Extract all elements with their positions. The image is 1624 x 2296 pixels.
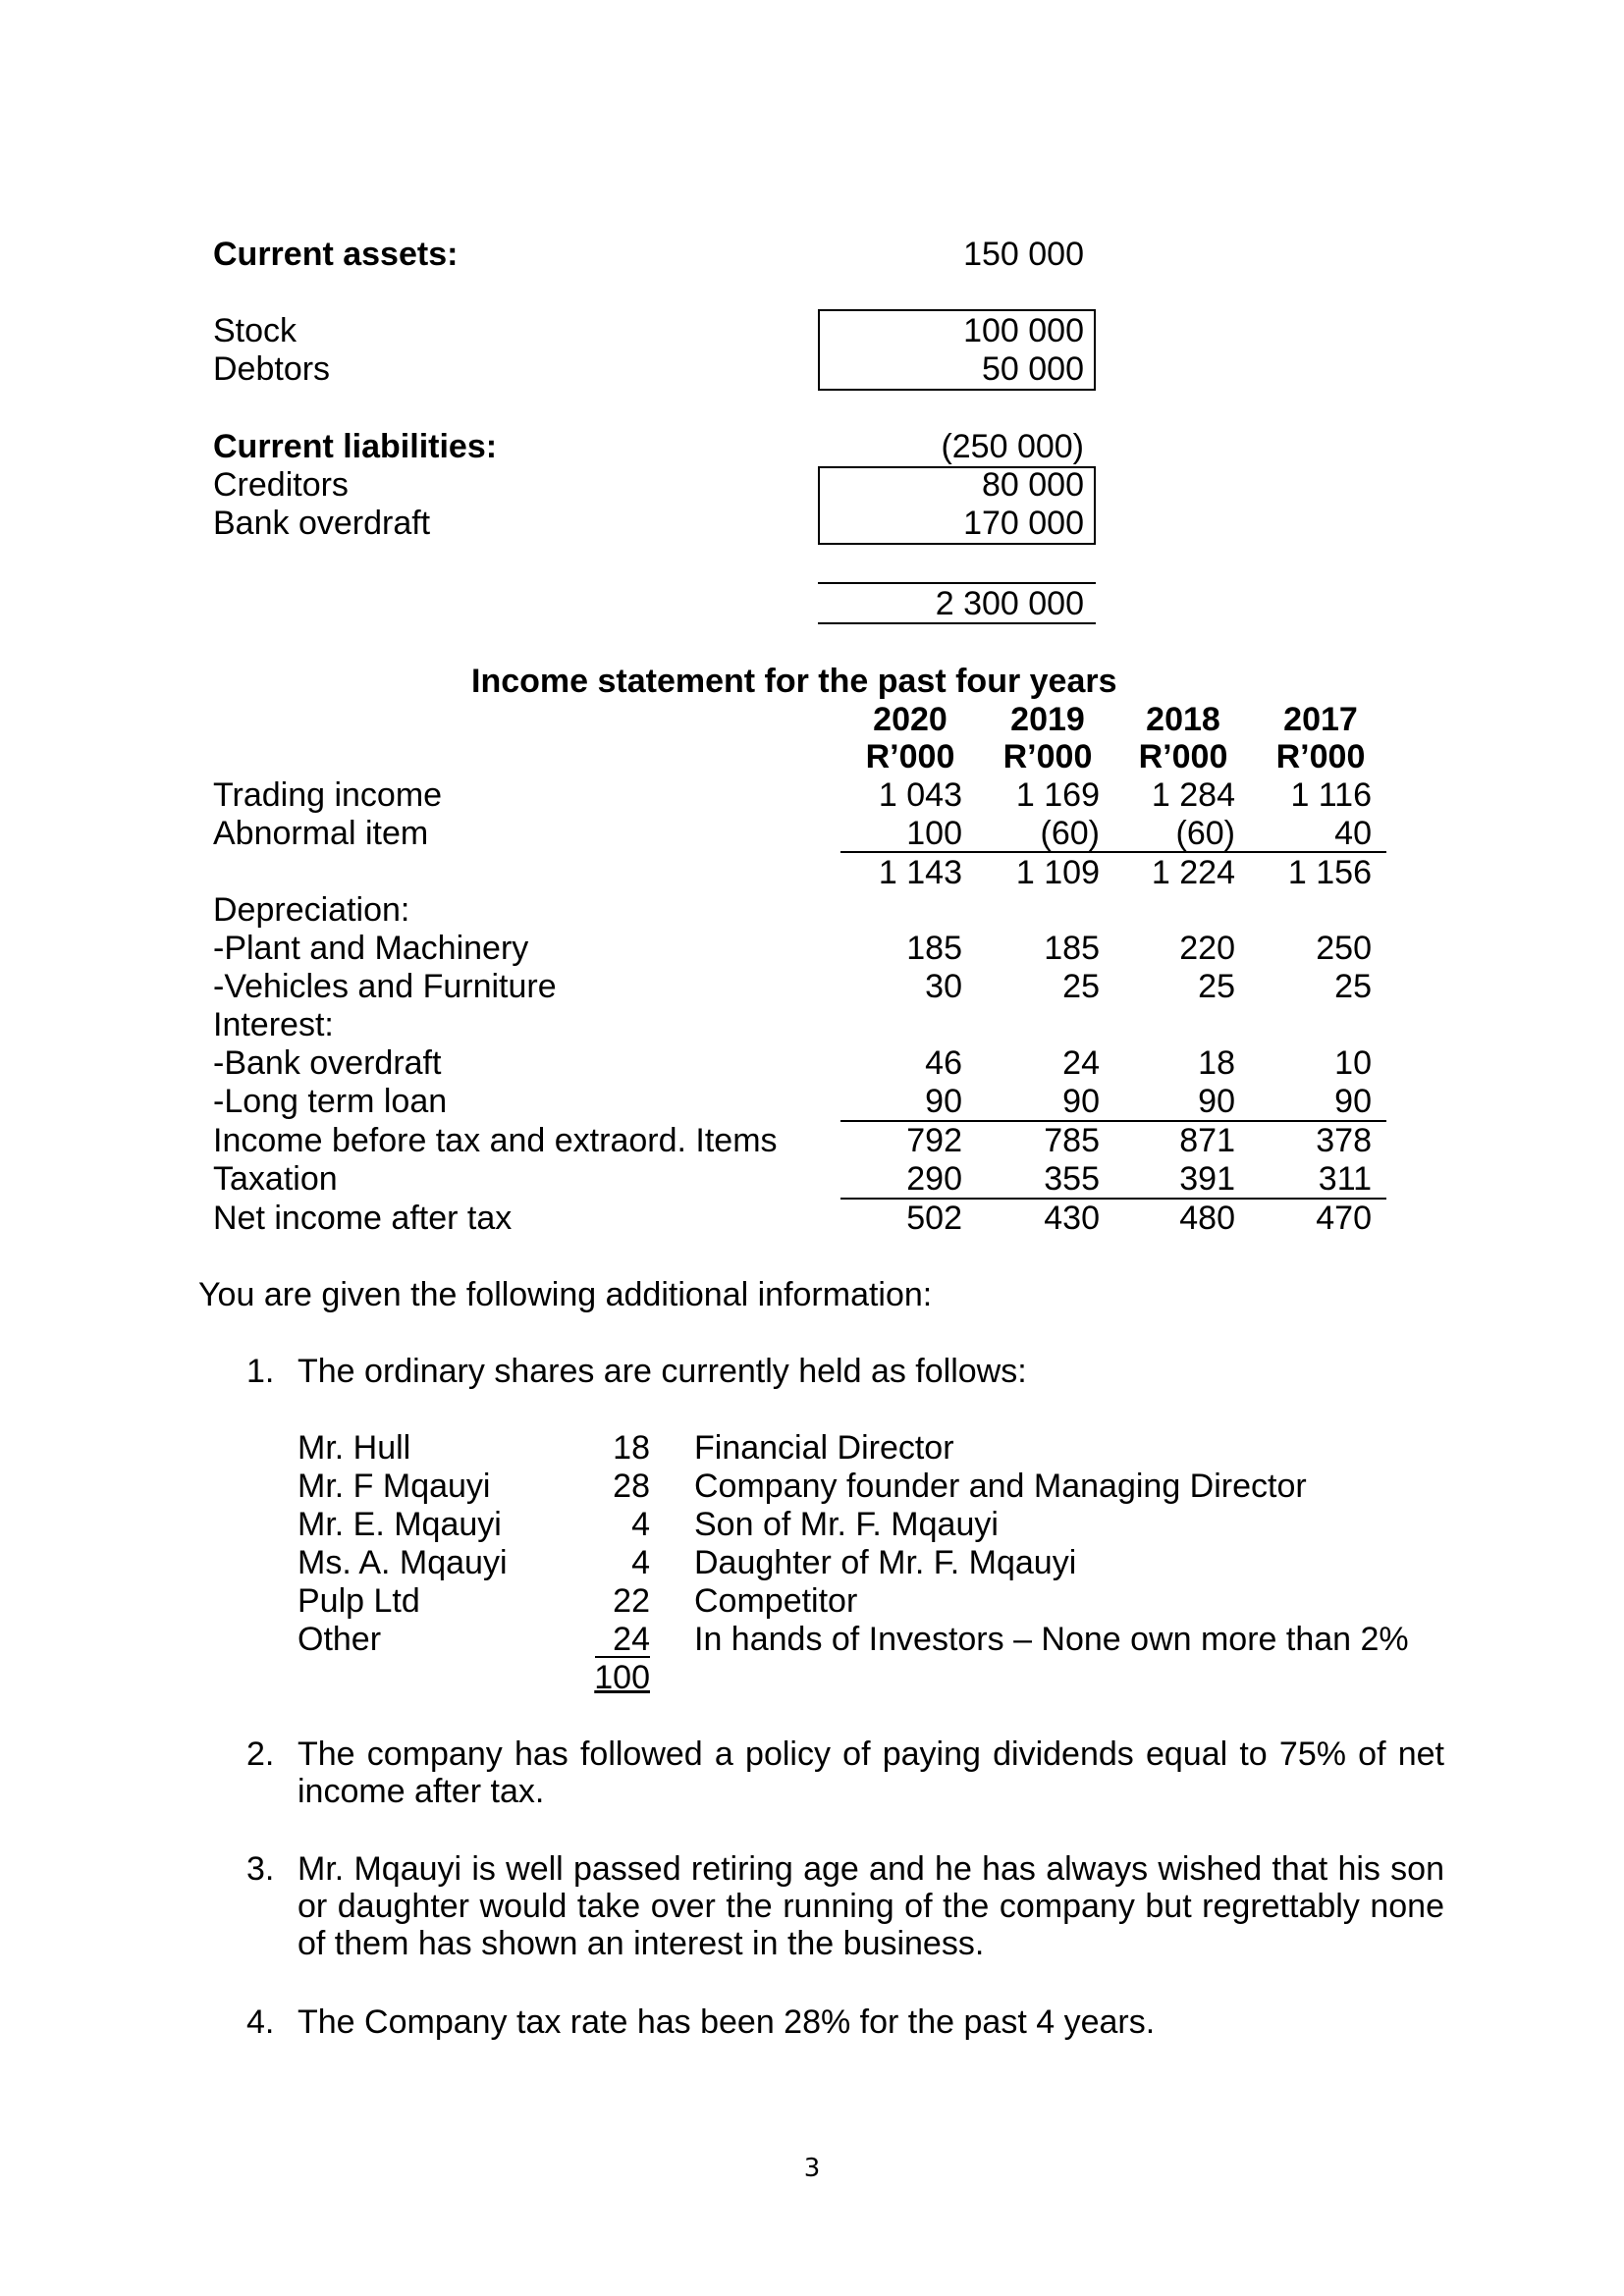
year-2019: 2019 — [1010, 701, 1085, 738]
holder-shares: 4 — [631, 1506, 650, 1543]
holder-shares: 18 — [613, 1429, 650, 1467]
holder-shares: 22 — [613, 1582, 650, 1620]
row-label: Net income after tax — [213, 1200, 513, 1237]
holder-desc: Daughter of Mr. F. Mqauyi — [694, 1544, 1077, 1581]
holder-shares: 24 — [613, 1621, 650, 1658]
cell-2018: 1 284 — [1151, 776, 1235, 814]
item-number: 2. — [246, 1735, 275, 1773]
item-text: The Company tax rate has been 28% for the past 4 years. — [298, 2003, 1156, 2041]
cell-2017: 470 — [1316, 1200, 1372, 1237]
cell-2019: 25 — [1062, 968, 1100, 1005]
row-label: Income before tax and extraord. Items — [213, 1122, 778, 1159]
current-liabilities-label: Current liabilities: — [213, 428, 498, 465]
item-text: Mr. Mqauyi is well passed retiring age and he has always wished that his son or daughter would take over the running of the company but regrettably none of them has shown an interest in the business. — [298, 1850, 1444, 1962]
holder-name: Mr. Hull — [298, 1429, 411, 1467]
cell-2018: 480 — [1179, 1200, 1235, 1237]
cell-2020: 30 — [925, 968, 962, 1005]
holder-desc: Competitor — [694, 1582, 858, 1620]
current-liabilities-value: (250 000) — [941, 428, 1084, 465]
total-rule-bottom — [818, 622, 1096, 624]
holder-name: Mr. F Mqauyi — [298, 1468, 491, 1505]
cell-2018: 391 — [1179, 1160, 1235, 1198]
shares-total: 100 — [594, 1659, 650, 1696]
cell-2018: 25 — [1198, 968, 1235, 1005]
holder-desc: Son of Mr. F. Mqauyi — [694, 1506, 999, 1543]
holder-name: Mr. E. Mqauyi — [298, 1506, 502, 1543]
cell-2018: (60) — [1175, 815, 1235, 852]
overdraft-value: 170 000 — [963, 505, 1084, 542]
cell-2017: 40 — [1334, 815, 1372, 852]
cell-2018: 1 224 — [1151, 854, 1235, 891]
row-label: -Long term loan — [213, 1083, 448, 1120]
page-number: 3 — [803, 2154, 821, 2183]
cell-2018: 18 — [1198, 1044, 1235, 1082]
holder-shares: 4 — [631, 1544, 650, 1581]
cell-2020: 502 — [906, 1200, 962, 1237]
cell-2020: 46 — [925, 1044, 962, 1082]
creditors-value: 80 000 — [982, 466, 1084, 504]
debtors-value: 50 000 — [982, 350, 1084, 388]
cell-2019: 1 109 — [1015, 854, 1100, 891]
year-2018: 2018 — [1146, 701, 1220, 738]
holder-desc: Financial Director — [694, 1429, 954, 1467]
holder-desc: In hands of Investors – None own more than 2% — [694, 1621, 1409, 1658]
cell-2017: 25 — [1334, 968, 1372, 1005]
unit-2020: R’000 — [865, 738, 955, 775]
holder-shares: 28 — [613, 1468, 650, 1505]
cell-2017: 90 — [1334, 1083, 1372, 1120]
row-label: -Bank overdraft — [213, 1044, 442, 1082]
current-assets-value: 150 000 — [963, 236, 1084, 273]
additional-intro: You are given the following additional information: — [198, 1276, 933, 1313]
depreciation-heading: Depreciation: — [213, 891, 410, 929]
stock-value: 100 000 — [963, 312, 1084, 349]
debtors-label: Debtors — [213, 350, 331, 388]
cell-2018: 90 — [1198, 1083, 1235, 1120]
item-text: The company has followed a policy of paying dividends equal to 75% of net income after tax. — [298, 1735, 1444, 1810]
cell-2019: 430 — [1044, 1200, 1100, 1237]
holder-name: Other — [298, 1621, 382, 1658]
cell-2017: 1 116 — [1290, 776, 1372, 814]
cell-2019: 1 169 — [1015, 776, 1100, 814]
cell-2019: 185 — [1044, 930, 1100, 967]
cell-2018: 871 — [1179, 1122, 1235, 1159]
cell-2018: 220 — [1179, 930, 1235, 967]
item-number: 1. — [246, 1353, 275, 1390]
item-text: The ordinary shares are currently held as follows: — [298, 1353, 1027, 1390]
cell-2019: 24 — [1062, 1044, 1100, 1082]
interest-heading: Interest: — [213, 1006, 334, 1043]
cell-2017: 250 — [1316, 930, 1372, 967]
holder-name: Pulp Ltd — [298, 1582, 420, 1620]
item-number: 3. — [246, 1850, 275, 1888]
current-assets-label: Current assets: — [213, 236, 459, 273]
unit-2019: R’000 — [1002, 738, 1093, 775]
row-label: -Plant and Machinery — [213, 930, 529, 967]
cell-2020: 90 — [925, 1083, 962, 1120]
cell-2019: 785 — [1044, 1122, 1100, 1159]
stock-label: Stock — [213, 312, 298, 349]
unit-2018: R’000 — [1138, 738, 1228, 775]
cell-2019: 90 — [1062, 1083, 1100, 1120]
item-number: 4. — [246, 2003, 275, 2041]
cell-2020: 100 — [906, 815, 962, 852]
row-label: -Vehicles and Furniture — [213, 968, 557, 1005]
holder-desc: Company founder and Managing Director — [694, 1468, 1307, 1505]
cell-2020: 1 143 — [878, 854, 962, 891]
cell-2017: 311 — [1318, 1160, 1372, 1198]
income-statement-title: Income statement for the past four years — [471, 663, 1117, 700]
cell-2019: (60) — [1040, 815, 1100, 852]
cell-2017: 378 — [1316, 1122, 1372, 1159]
creditors-label: Creditors — [213, 466, 349, 504]
cell-2019: 355 — [1044, 1160, 1100, 1198]
year-2017: 2017 — [1283, 701, 1358, 738]
holder-name: Ms. A. Mqauyi — [298, 1544, 508, 1581]
cell-2020: 792 — [906, 1122, 962, 1159]
cell-2020: 290 — [906, 1160, 962, 1198]
row-label: Abnormal item — [213, 815, 429, 852]
total-value: 2 300 000 — [935, 585, 1084, 622]
unit-2017: R’000 — [1275, 738, 1366, 775]
row-label: Trading income — [213, 776, 443, 814]
overdraft-label: Bank overdraft — [213, 505, 431, 542]
cell-2020: 185 — [906, 930, 962, 967]
total-rule-top — [818, 582, 1096, 584]
row-label: Taxation — [213, 1160, 338, 1198]
cell-2017: 10 — [1334, 1044, 1372, 1082]
cell-2017: 1 156 — [1287, 854, 1372, 891]
year-2020: 2020 — [873, 701, 947, 738]
rule-subtotal — [840, 851, 1386, 853]
cell-2020: 1 043 — [878, 776, 962, 814]
